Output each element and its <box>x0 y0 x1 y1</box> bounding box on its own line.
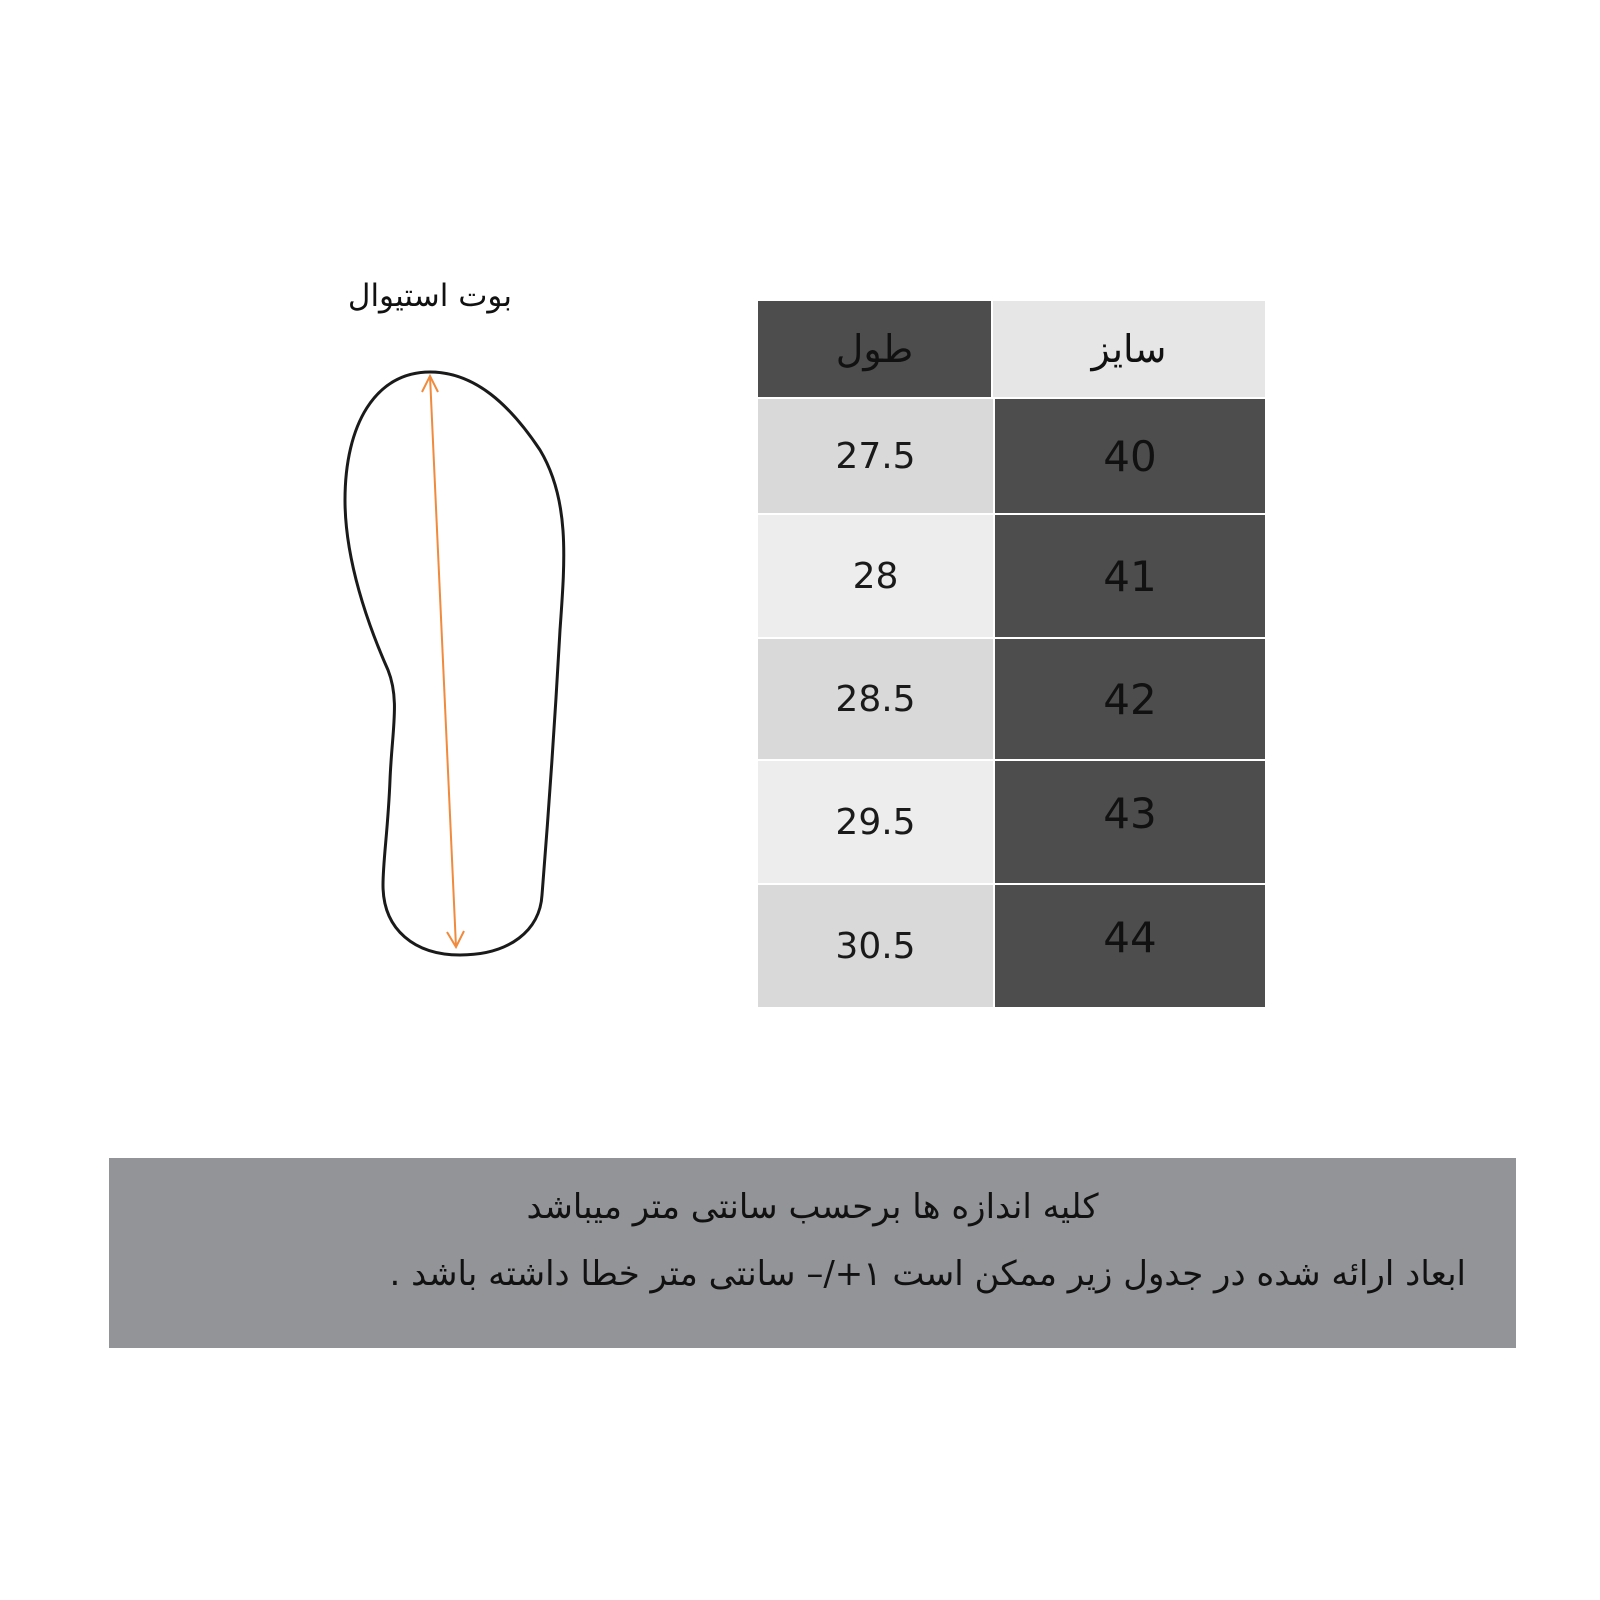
insole-outline <box>345 372 564 955</box>
size-cell: 43 <box>995 761 1265 883</box>
product-title: بوت استیوال <box>347 278 513 314</box>
size-cell: 40 <box>995 399 1265 513</box>
header-size: سایز <box>993 301 1265 397</box>
size-cell: 41 <box>995 515 1265 637</box>
length-cell: 28.5 <box>758 639 993 759</box>
note-line-units: کلیه اندازه ها برحسب سانتی متر میباشد <box>526 1187 1099 1227</box>
insole-outline-icon <box>300 340 600 960</box>
size-table <box>758 301 1265 1007</box>
length-cell: 27.5 <box>758 399 993 513</box>
length-arrow-shaft <box>430 376 456 947</box>
header-length: طول <box>758 301 991 397</box>
note-line-tolerance: ابعاد ارائه شده در جدول زیر ممکن است ۱+/– سانتی متر خطا داشته باشد . <box>389 1254 1466 1294</box>
size-cell: 44 <box>995 885 1265 1007</box>
size-cell: 42 <box>995 639 1265 759</box>
length-cell: 28 <box>758 515 993 637</box>
length-cell: 30.5 <box>758 885 993 1007</box>
length-cell: 29.5 <box>758 761 993 883</box>
measurement-note <box>109 1158 1516 1348</box>
